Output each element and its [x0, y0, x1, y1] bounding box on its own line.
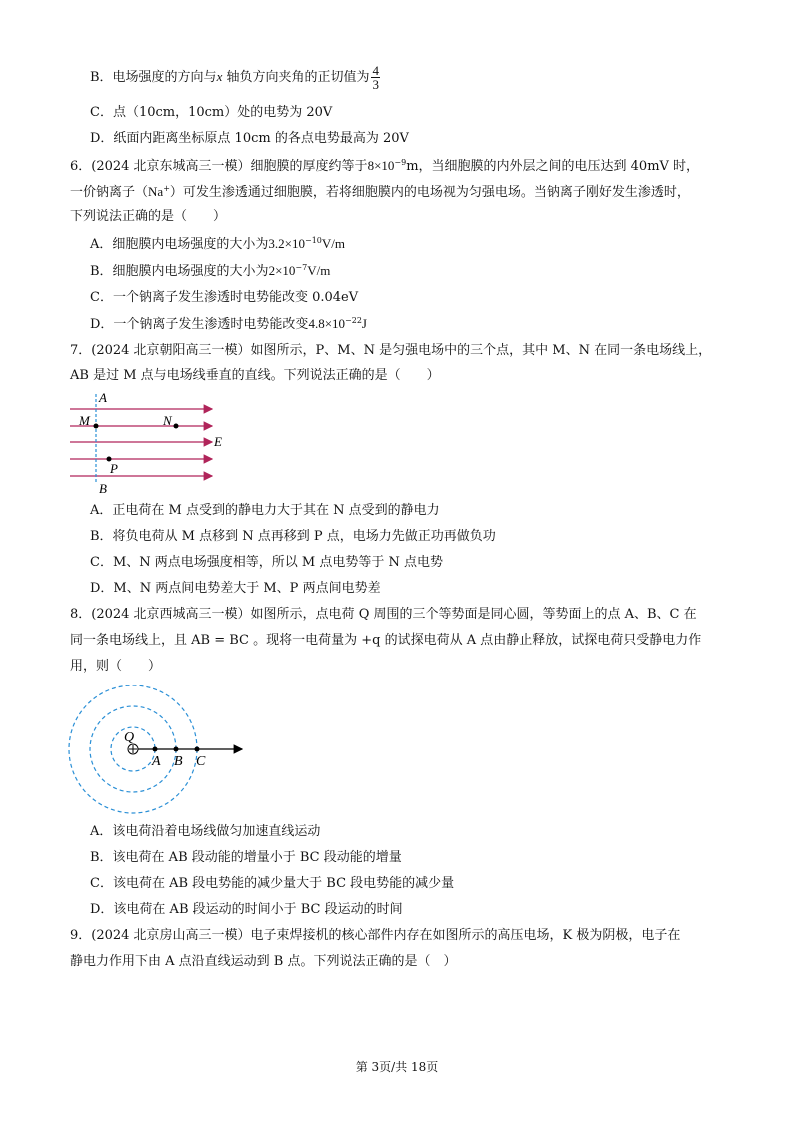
q7-option-c: C．M、N 两点电场强度相等，所以 M 点电势等于 N 点电势: [90, 555, 443, 570]
label-c: C: [196, 754, 206, 769]
label-p: P: [110, 461, 118, 476]
fraction-4-3: $\frac{4}{3}$: [372, 63, 379, 92]
q6-option-c: C．一个钠离子发生渗透时电势能改变 0.04eV: [90, 290, 359, 305]
q7-option-b: B．将负电荷从 M 点移到 N 点再移到 P 点，电场力先做正功再做负功: [90, 529, 496, 544]
q5-option-b: B．电场强度的方向与x 轴负方向夹角的正切值为 $\frac{4}{3}$: [90, 63, 379, 92]
q7-stem-line2: AB 是过 M 点与电场线垂直的直线。下列说法正确的是（ ）: [70, 368, 440, 383]
q8-stem-line3: 用，则（ ）: [70, 659, 162, 674]
q7-stem-line1: 7．(2024 北京朝阳高三一模）如图所示，P、M、N 是匀强电场中的三个点，其中 M、N 在同一条电场线上，: [70, 343, 712, 358]
q8-option-d: D．该电荷在 AB 段运动的时间小于 BC 段运动的时间: [90, 902, 403, 917]
q8-figure-equipotential: [66, 685, 252, 815]
label-b: B: [99, 481, 107, 496]
q9-stem-line2: 静电力作用下由 A 点沿直线运动到 B 点。下列说法正确的是（ ）: [70, 954, 457, 969]
label-a: A: [152, 754, 161, 769]
label-q: Q: [124, 730, 135, 745]
point-n: [174, 424, 179, 429]
point-m: [94, 424, 99, 429]
point-a: [153, 747, 158, 752]
page-number: 第 3页/共 18页: [355, 1060, 439, 1074]
q6-stem-line3: 下列说法正确的是（ ）: [70, 209, 227, 224]
q8-stem-line1: 8．(2024 北京西城高三一模）如图所示，点电荷 Q 周围的三个等势面是同心圆，等势面上的点 A、B、C 在: [70, 607, 697, 622]
q8-option-c: C．该电荷在 AB 段电势能的减少量大于 BC 段电势能的减少量: [90, 876, 455, 891]
label-a: A: [99, 390, 107, 405]
q6-option-a: A．细胞膜内电场强度的大小为$3.2\times 10^{-10}V/m$: [90, 236, 345, 252]
q6-option-d: D．一个钠离子发生渗透时电势能改变$4.8\times 10^{-22}J$: [90, 316, 367, 332]
q7-option-a: A．正电荷在 M 点受到的静电力大于其在 N 点受到的静电力: [90, 503, 440, 518]
q6-stem-line2: 一价钠离子（Na+）可发生渗透通过细胞膜，若将细胞膜内的电场视为匀强电场。当钠离子刚好发生渗透时，: [70, 184, 690, 200]
q6-stem-line1: 6．(2024 北京东城高三一模）细胞膜的厚度约等于$8\times 10^{-9}m$，当细胞膜的内外层之间的电压达到 40mV 时，: [70, 158, 700, 174]
point-c: [195, 747, 200, 752]
q5-option-c: C．点（10cm，10cm）处的电势为 20V: [90, 105, 333, 120]
q6-option-b: B．细胞膜内电场强度的大小为$2\times 10^{-7}V/m$: [90, 263, 331, 279]
label-m: M: [79, 413, 90, 428]
point-b: [174, 747, 179, 752]
q8-option-a: A．该电荷沿着电场线做匀加速直线运动: [90, 824, 321, 839]
label-e: E: [214, 434, 222, 449]
label-n: N: [163, 413, 172, 428]
q8-option-b: B．该电荷在 AB 段动能的增量小于 BC 段动能的增量: [90, 850, 402, 865]
q7-figure-uniform-field: [62, 388, 237, 498]
q7-option-d: D．M、N 两点间电势差大于 M、P 两点间电势差: [90, 581, 381, 596]
q8-stem-line2: 同一条电场线上，且 AB = BC 。现将一电荷量为 +q 的试探电荷从 A 点由静止释放，试探电荷只受静电力作: [70, 633, 702, 648]
label-b: B: [174, 754, 183, 769]
q5-option-d: D．纸面内距离坐标原点 10cm 的各点电势最高为 20V: [90, 131, 409, 146]
q9-stem-line1: 9．(2024 北京房山高三一模）电子束焊接机的核心部件内存在如图所示的高压电场，K 极为阴极，电子在: [70, 928, 681, 943]
